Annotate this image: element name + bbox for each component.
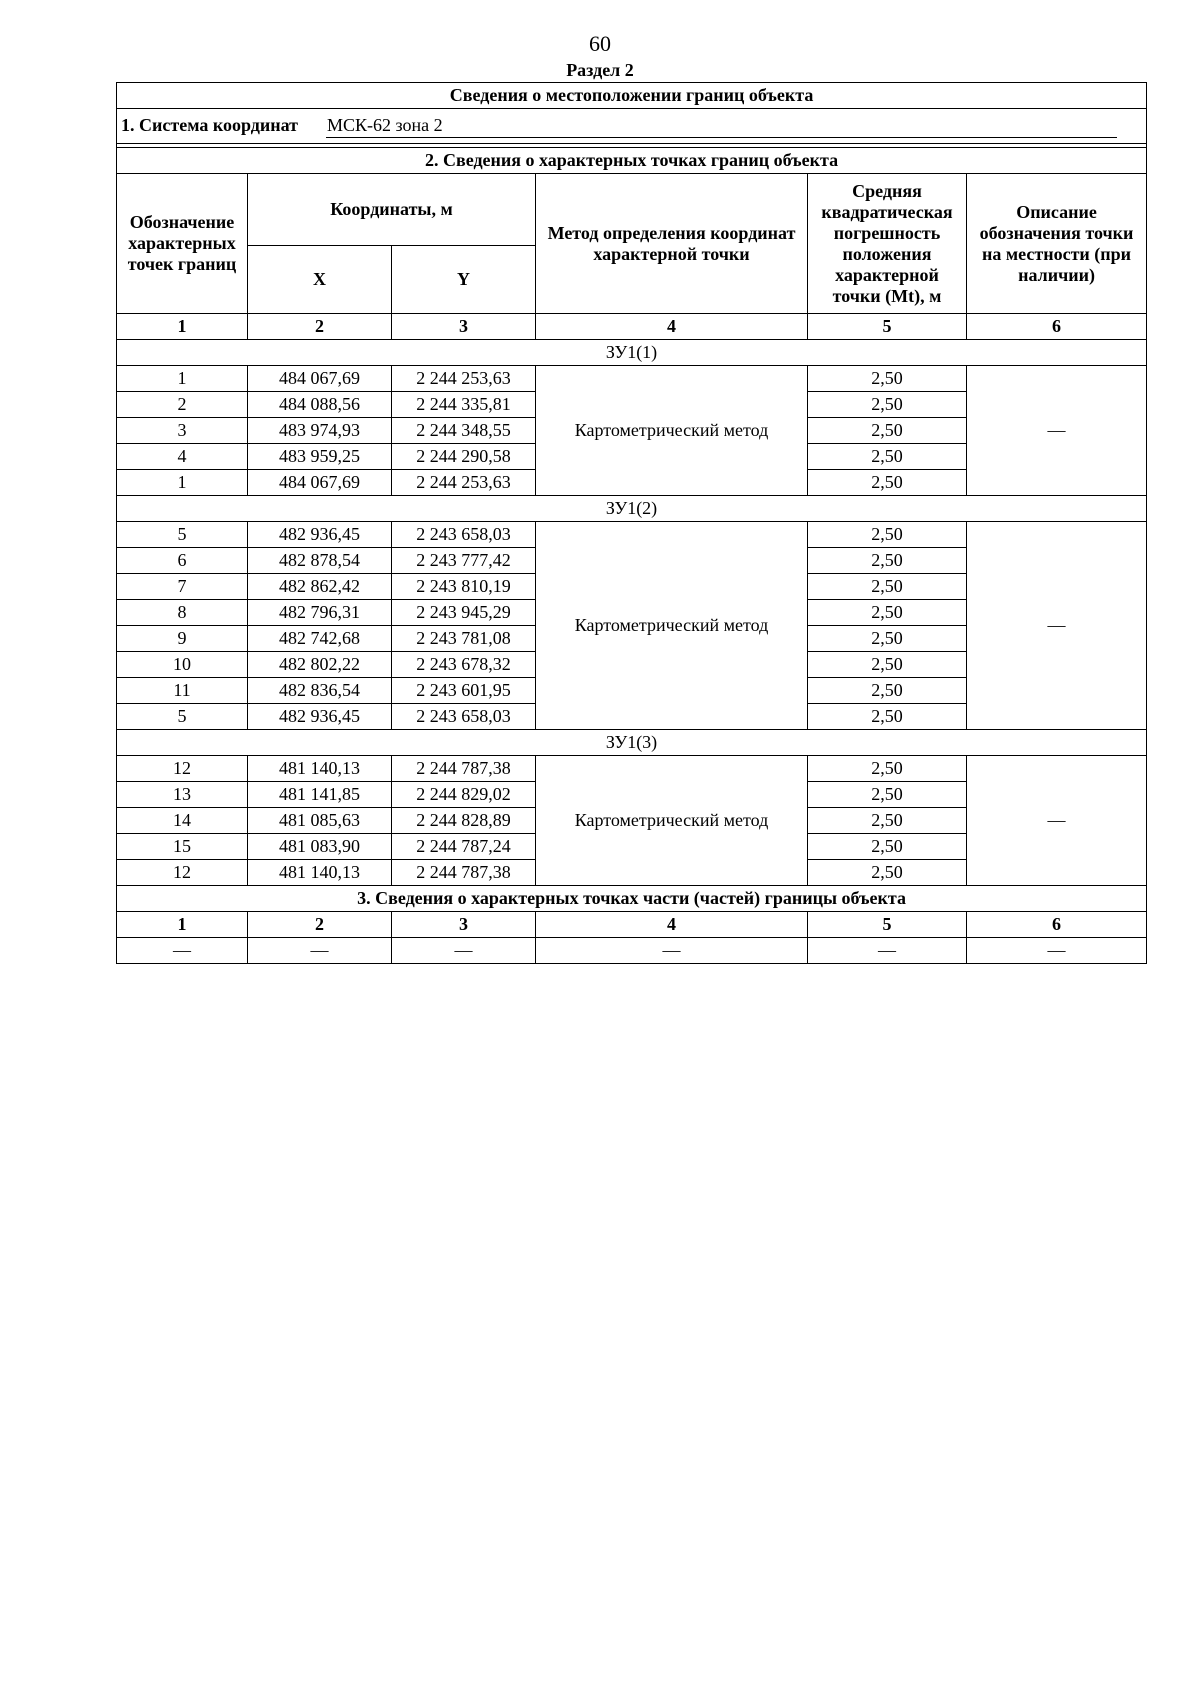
coord-x: 483 959,25: [248, 444, 392, 470]
error-mt: 2,50: [808, 860, 967, 886]
section-title: Раздел 2: [566, 60, 634, 80]
description-cell: —: [967, 522, 1147, 730]
coord-y: 2 244 787,38: [392, 756, 536, 782]
coordinate-system-value: МСК-62 зона 2: [326, 109, 1117, 138]
description-cell: —: [967, 366, 1147, 496]
coord-y: 2 243 781,08: [392, 626, 536, 652]
coord-x: 484 088,56: [248, 392, 392, 418]
error-mt: 2,50: [808, 782, 967, 808]
coord-y: 2 244 828,89: [392, 808, 536, 834]
method-cell: Картометрический метод: [536, 522, 808, 730]
table-row: [117, 366, 1147, 392]
point-number: 12: [117, 756, 248, 782]
error-mt: 2,50: [808, 522, 967, 548]
part3-cell: —: [536, 938, 808, 964]
coord-y: 2 243 601,95: [392, 678, 536, 704]
coordinate-system-row: [117, 109, 1147, 144]
part3-cell: —: [967, 938, 1147, 964]
error-mt: 2,50: [808, 418, 967, 444]
point-number: 1: [117, 366, 248, 392]
group-header-row: [117, 496, 1147, 522]
column-number: 2: [248, 314, 392, 340]
error-mt: 2,50: [808, 704, 967, 730]
coord-x: 481 140,13: [248, 756, 392, 782]
point-number: 8: [117, 600, 248, 626]
error-mt: 2,50: [808, 548, 967, 574]
coord-y: 2 244 253,63: [392, 366, 536, 392]
coord-y: 2 243 678,32: [392, 652, 536, 678]
header-description: Описание обозначения точки на местности (при наличии): [967, 174, 1147, 314]
group-name: ЗУ1(3): [117, 730, 1147, 756]
coord-x: 482 862,42: [248, 574, 392, 600]
coord-x: 483 974,93: [248, 418, 392, 444]
table-row: [117, 522, 1147, 548]
column-number: 5: [808, 912, 967, 938]
coord-y: 2 243 945,29: [392, 600, 536, 626]
group-name: ЗУ1(1): [117, 340, 1147, 366]
error-mt: 2,50: [808, 470, 967, 496]
error-mt: 2,50: [808, 600, 967, 626]
column-number: 6: [967, 314, 1147, 340]
coord-y: 2 244 787,24: [392, 834, 536, 860]
header-designation: Обозначение характерных точек границ: [117, 174, 248, 314]
coord-y: 2 243 777,42: [392, 548, 536, 574]
group-header-row: [117, 730, 1147, 756]
coord-x: 484 067,69: [248, 366, 392, 392]
error-mt: 2,50: [808, 392, 967, 418]
method-cell: Картометрический метод: [536, 756, 808, 886]
group-header-row: [117, 340, 1147, 366]
coord-y: 2 243 658,03: [392, 522, 536, 548]
coord-x: 482 742,68: [248, 626, 392, 652]
point-number: 12: [117, 860, 248, 886]
error-mt: 2,50: [808, 444, 967, 470]
coord-x: 482 878,54: [248, 548, 392, 574]
point-number: 1: [117, 470, 248, 496]
boundary-table: [116, 82, 1147, 964]
part3-cell: —: [248, 938, 392, 964]
coord-x: 482 796,31: [248, 600, 392, 626]
point-number: 7: [117, 574, 248, 600]
point-number: 2: [117, 392, 248, 418]
header-y: Y: [392, 246, 536, 314]
page-number: 60: [589, 31, 611, 56]
part3-title: 3. Сведения о характерных точках части (частей) границы объекта: [117, 886, 1147, 912]
coord-x: 482 936,45: [248, 522, 392, 548]
column-number: 1: [117, 314, 248, 340]
part3-cell: —: [808, 938, 967, 964]
column-number: 4: [536, 912, 808, 938]
coord-x: 481 141,85: [248, 782, 392, 808]
coord-y: 2 244 829,02: [392, 782, 536, 808]
error-mt: 2,50: [808, 366, 967, 392]
error-mt: 2,50: [808, 574, 967, 600]
point-number: 5: [117, 522, 248, 548]
document-title: Сведения о местоположении границ объекта: [117, 83, 1147, 109]
error-mt: 2,50: [808, 756, 967, 782]
error-mt: 2,50: [808, 808, 967, 834]
column-number: 1: [117, 912, 248, 938]
point-number: 13: [117, 782, 248, 808]
point-number: 10: [117, 652, 248, 678]
point-number: 6: [117, 548, 248, 574]
part3-cell: —: [117, 938, 248, 964]
error-mt: 2,50: [808, 678, 967, 704]
error-mt: 2,50: [808, 834, 967, 860]
header-x: X: [248, 246, 392, 314]
coord-y: 2 244 335,81: [392, 392, 536, 418]
coord-x: 484 067,69: [248, 470, 392, 496]
point-number: 3: [117, 418, 248, 444]
coord-y: 2 243 810,19: [392, 574, 536, 600]
point-number: 5: [117, 704, 248, 730]
point-number: 11: [117, 678, 248, 704]
point-number: 15: [117, 834, 248, 860]
header-method: Метод определения координат характерной точки: [536, 174, 808, 314]
description-cell: —: [967, 756, 1147, 886]
coordinate-system-label: 1. Система координат: [121, 115, 298, 135]
coord-y: 2 244 290,58: [392, 444, 536, 470]
error-mt: 2,50: [808, 652, 967, 678]
coord-x: 481 140,13: [248, 860, 392, 886]
coord-y: 2 244 787,38: [392, 860, 536, 886]
coord-y: 2 244 348,55: [392, 418, 536, 444]
point-number: 4: [117, 444, 248, 470]
table-row: [117, 756, 1147, 782]
column-number: 4: [536, 314, 808, 340]
coord-x: 482 802,22: [248, 652, 392, 678]
point-number: 14: [117, 808, 248, 834]
coord-y: 2 243 658,03: [392, 704, 536, 730]
coord-x: 481 083,90: [248, 834, 392, 860]
part3-cell: —: [392, 938, 536, 964]
coord-x: 482 936,45: [248, 704, 392, 730]
coord-x: 481 085,63: [248, 808, 392, 834]
method-cell: Картометрический метод: [536, 366, 808, 496]
column-number: 5: [808, 314, 967, 340]
point-number: 9: [117, 626, 248, 652]
part2-title: 2. Сведения о характерных точках границ объекта: [117, 148, 1147, 174]
column-number: 3: [392, 912, 536, 938]
coord-y: 2 244 253,63: [392, 470, 536, 496]
header-coordinates: Координаты, м: [248, 174, 536, 246]
error-mt: 2,50: [808, 626, 967, 652]
column-number: 3: [392, 314, 536, 340]
coord-x: 482 836,54: [248, 678, 392, 704]
column-number: 6: [967, 912, 1147, 938]
column-number: 2: [248, 912, 392, 938]
group-name: ЗУ1(2): [117, 496, 1147, 522]
header-error: Средняя квадратическая погрешность положения характерной точки (Mt), м: [808, 174, 967, 314]
